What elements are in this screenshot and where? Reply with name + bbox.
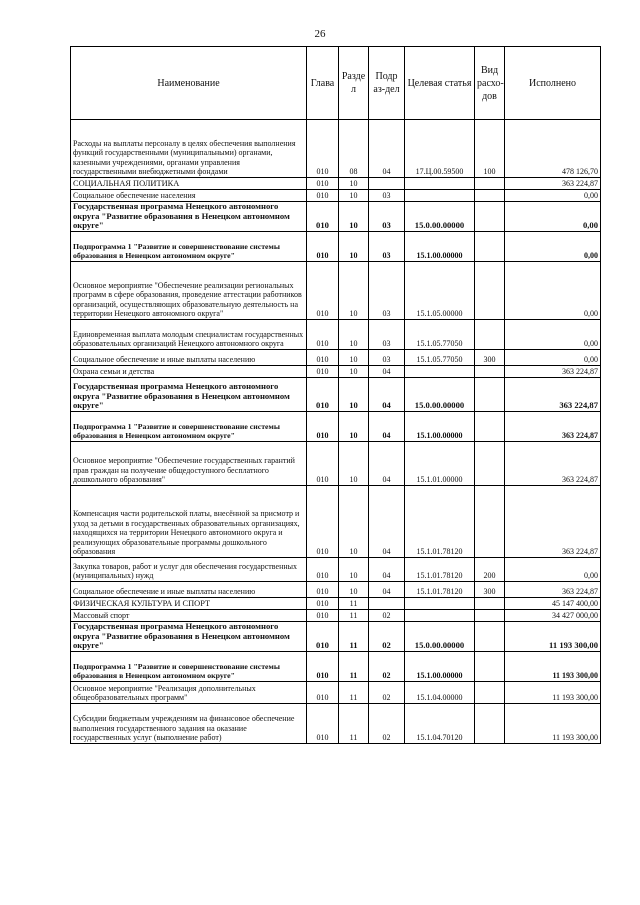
row-glava: 010 bbox=[307, 412, 339, 442]
table-row bbox=[71, 232, 601, 262]
row-value: 0,00 bbox=[505, 350, 601, 366]
table-row bbox=[71, 412, 601, 442]
row-podrazdel: 04 bbox=[369, 120, 405, 178]
row-value: 363 224,87 bbox=[505, 442, 601, 486]
row-podrazdel: 03 bbox=[369, 350, 405, 366]
row-razdel: 10 bbox=[339, 178, 369, 190]
row-vid bbox=[475, 598, 505, 610]
row-name: Подпрограмма 1 "Развитие и совершенствование системы образования в Ненецком автономном округе" bbox=[71, 652, 307, 682]
row-podrazdel bbox=[369, 178, 405, 190]
row-statya: 15.0.00.00000 bbox=[405, 202, 475, 232]
row-name: Массовый спорт bbox=[71, 610, 307, 622]
row-glava: 010 bbox=[307, 558, 339, 582]
row-podrazdel: 03 bbox=[369, 232, 405, 262]
row-name: Субсидии бюджетным учреждениям на финансовое обеспечение выполнения государственного задания на оказание государственных услуг (выполнение работ) bbox=[71, 704, 307, 744]
row-statya bbox=[405, 610, 475, 622]
row-value: 363 224,87 bbox=[505, 412, 601, 442]
row-glava: 010 bbox=[307, 202, 339, 232]
row-glava: 010 bbox=[307, 486, 339, 558]
row-podrazdel: 04 bbox=[369, 442, 405, 486]
row-glava: 010 bbox=[307, 704, 339, 744]
row-value: 0,00 bbox=[505, 558, 601, 582]
row-vid bbox=[475, 682, 505, 704]
row-razdel: 10 bbox=[339, 232, 369, 262]
row-vid bbox=[475, 262, 505, 320]
row-value: 11 193 300,00 bbox=[505, 682, 601, 704]
row-value: 0,00 bbox=[505, 262, 601, 320]
row-podrazdel: 02 bbox=[369, 610, 405, 622]
row-razdel: 10 bbox=[339, 486, 369, 558]
row-vid: 300 bbox=[475, 582, 505, 598]
table-body bbox=[71, 120, 601, 744]
row-statya: 15.1.00.00000 bbox=[405, 412, 475, 442]
header-ispolneno: Исполнено bbox=[505, 47, 601, 120]
row-podrazdel bbox=[369, 598, 405, 610]
row-vid bbox=[475, 622, 505, 652]
row-statya: 15.1.05.77050 bbox=[405, 350, 475, 366]
table-row bbox=[71, 558, 601, 582]
table-row bbox=[71, 598, 601, 610]
row-name: Расходы на выплаты персоналу в целях обеспечения выполнения функций государственными (муниципальными) органами, казенными учреждениями, органами управления государственными внебюджетными фондами bbox=[71, 120, 307, 178]
header-name: Наименование bbox=[71, 47, 307, 120]
row-razdel: 10 bbox=[339, 320, 369, 350]
row-vid bbox=[475, 610, 505, 622]
row-name: Основное мероприятие "Обеспечение реализации региональных программ в сфере образования, проведение аттестации работников организаций, осуществляющих образовательную деятельность на территории Ненецкого автономного округа" bbox=[71, 262, 307, 320]
row-podrazdel: 02 bbox=[369, 704, 405, 744]
row-podrazdel: 04 bbox=[369, 582, 405, 598]
header-vid: Вид расхо-дов bbox=[475, 47, 505, 120]
row-statya: 15.1.04.00000 bbox=[405, 682, 475, 704]
row-vid bbox=[475, 178, 505, 190]
row-name: Подпрограмма 1 "Развитие и совершенствование системы образования в Ненецком автономном округе" bbox=[71, 232, 307, 262]
row-glava: 010 bbox=[307, 622, 339, 652]
row-value: 478 126,70 bbox=[505, 120, 601, 178]
table-row bbox=[71, 682, 601, 704]
row-glava: 010 bbox=[307, 232, 339, 262]
row-glava: 010 bbox=[307, 350, 339, 366]
row-statya: 15.1.00.00000 bbox=[405, 232, 475, 262]
row-razdel: 10 bbox=[339, 262, 369, 320]
row-glava: 010 bbox=[307, 610, 339, 622]
row-name: Социальное обеспечение и иные выплаты населению bbox=[71, 350, 307, 366]
row-glava: 010 bbox=[307, 598, 339, 610]
row-podrazdel: 04 bbox=[369, 378, 405, 412]
table-row bbox=[71, 652, 601, 682]
row-podrazdel: 03 bbox=[369, 320, 405, 350]
row-podrazdel: 03 bbox=[369, 190, 405, 202]
budget-table bbox=[70, 46, 601, 744]
header-glava: Глава bbox=[307, 47, 339, 120]
row-vid bbox=[475, 190, 505, 202]
row-podrazdel: 04 bbox=[369, 558, 405, 582]
row-name: Закупка товаров, работ и услуг для обеспечения государственных (муниципальных) нужд bbox=[71, 558, 307, 582]
row-glava: 010 bbox=[307, 320, 339, 350]
row-statya: 15.1.05.77050 bbox=[405, 320, 475, 350]
row-razdel: 10 bbox=[339, 190, 369, 202]
row-value: 11 193 300,00 bbox=[505, 652, 601, 682]
table-row bbox=[71, 120, 601, 178]
row-vid: 100 bbox=[475, 120, 505, 178]
row-razdel: 11 bbox=[339, 598, 369, 610]
row-vid: 300 bbox=[475, 350, 505, 366]
row-razdel: 10 bbox=[339, 350, 369, 366]
row-value: 0,00 bbox=[505, 190, 601, 202]
table-row bbox=[71, 202, 601, 232]
row-name: Социальное обеспечение и иные выплаты населению bbox=[71, 582, 307, 598]
row-glava: 010 bbox=[307, 178, 339, 190]
table-row bbox=[71, 378, 601, 412]
row-name: Государственная программа Ненецкого автономного округа "Развитие образования в Ненецком автономном округе" bbox=[71, 378, 307, 412]
row-podrazdel: 03 bbox=[369, 202, 405, 232]
table-row bbox=[71, 582, 601, 598]
row-statya: 15.0.00.00000 bbox=[405, 378, 475, 412]
table-row bbox=[71, 178, 601, 190]
row-razdel: 11 bbox=[339, 610, 369, 622]
row-razdel: 10 bbox=[339, 442, 369, 486]
row-razdel: 11 bbox=[339, 652, 369, 682]
row-razdel: 11 bbox=[339, 682, 369, 704]
table-row bbox=[71, 486, 601, 558]
row-vid bbox=[475, 412, 505, 442]
row-glava: 010 bbox=[307, 652, 339, 682]
row-name: Государственная программа Ненецкого автономного округа "Развитие образования в Ненецком автономном округе" bbox=[71, 622, 307, 652]
row-vid bbox=[475, 442, 505, 486]
row-glava: 010 bbox=[307, 366, 339, 378]
row-razdel: 11 bbox=[339, 704, 369, 744]
row-glava: 010 bbox=[307, 190, 339, 202]
row-statya: 15.1.05.00000 bbox=[405, 262, 475, 320]
row-razdel: 10 bbox=[339, 582, 369, 598]
table-row bbox=[71, 350, 601, 366]
row-value: 11 193 300,00 bbox=[505, 704, 601, 744]
row-razdel: 10 bbox=[339, 366, 369, 378]
row-razdel: 10 bbox=[339, 558, 369, 582]
row-value: 363 224,87 bbox=[505, 582, 601, 598]
row-vid bbox=[475, 378, 505, 412]
row-value: 34 427 000,00 bbox=[505, 610, 601, 622]
row-vid bbox=[475, 704, 505, 744]
row-name: Компенсация части родительской платы, внесённой за присмотр и уход за детьми в государственных образовательных организациях, находящихся на территории Ненецкого автономного округа и реализующих образовательные программы дошкольного образования bbox=[71, 486, 307, 558]
row-name: СОЦИАЛЬНАЯ ПОЛИТИКА bbox=[71, 178, 307, 190]
row-vid: 200 bbox=[475, 558, 505, 582]
row-glava: 010 bbox=[307, 682, 339, 704]
row-statya: 15.1.01.78120 bbox=[405, 486, 475, 558]
row-statya bbox=[405, 366, 475, 378]
row-statya: 15.1.01.78120 bbox=[405, 558, 475, 582]
row-razdel: 10 bbox=[339, 412, 369, 442]
table-row bbox=[71, 610, 601, 622]
table-row bbox=[71, 704, 601, 744]
row-value: 0,00 bbox=[505, 232, 601, 262]
row-name: Социальное обеспечение населения bbox=[71, 190, 307, 202]
row-statya: 15.1.04.70120 bbox=[405, 704, 475, 744]
page-number: 26 bbox=[314, 28, 326, 40]
row-glava: 010 bbox=[307, 120, 339, 178]
row-podrazdel: 04 bbox=[369, 366, 405, 378]
table-row bbox=[71, 366, 601, 378]
row-name: Государственная программа Ненецкого автономного округа "Развитие образования в Ненецком автономном округе" bbox=[71, 202, 307, 232]
row-vid bbox=[475, 652, 505, 682]
row-vid bbox=[475, 232, 505, 262]
table-row bbox=[71, 622, 601, 652]
row-glava: 010 bbox=[307, 262, 339, 320]
row-name: Единовременная выплата молодым специалистам государственных образовательных организаций Ненецкого автономного округа bbox=[71, 320, 307, 350]
row-vid bbox=[475, 202, 505, 232]
row-glava: 010 bbox=[307, 582, 339, 598]
row-statya: 15.1.00.00000 bbox=[405, 652, 475, 682]
row-statya bbox=[405, 178, 475, 190]
row-statya bbox=[405, 598, 475, 610]
row-name: Подпрограмма 1 "Развитие и совершенствование системы образования в Ненецком автономном округе" bbox=[71, 412, 307, 442]
row-podrazdel: 03 bbox=[369, 262, 405, 320]
row-razdel: 10 bbox=[339, 202, 369, 232]
row-value: 363 224,87 bbox=[505, 178, 601, 190]
row-vid bbox=[475, 366, 505, 378]
table-row bbox=[71, 320, 601, 350]
row-statya bbox=[405, 190, 475, 202]
header-razdel: Разде л bbox=[339, 47, 369, 120]
row-value: 0,00 bbox=[505, 320, 601, 350]
row-vid bbox=[475, 320, 505, 350]
row-statya: 17.Ц.00.59500 bbox=[405, 120, 475, 178]
table-row bbox=[71, 190, 601, 202]
header-podrazdel: Подр аз-дел bbox=[369, 47, 405, 120]
row-podrazdel: 02 bbox=[369, 652, 405, 682]
table-row bbox=[71, 262, 601, 320]
row-vid bbox=[475, 486, 505, 558]
row-glava: 010 bbox=[307, 378, 339, 412]
row-razdel: 08 bbox=[339, 120, 369, 178]
row-podrazdel: 04 bbox=[369, 412, 405, 442]
table-header-row bbox=[71, 47, 601, 120]
row-value: 45 147 400,00 bbox=[505, 598, 601, 610]
row-razdel: 11 bbox=[339, 622, 369, 652]
row-statya: 15.0.00.00000 bbox=[405, 622, 475, 652]
row-value: 0,00 bbox=[505, 202, 601, 232]
header-statya: Целевая статья bbox=[405, 47, 475, 120]
row-value: 363 224,87 bbox=[505, 486, 601, 558]
row-podrazdel: 04 bbox=[369, 486, 405, 558]
row-name: Охрана семьи и детства bbox=[71, 366, 307, 378]
row-name: ФИЗИЧЕСКАЯ КУЛЬТУРА И СПОРТ bbox=[71, 598, 307, 610]
row-razdel: 10 bbox=[339, 378, 369, 412]
table-row bbox=[71, 442, 601, 486]
row-value: 11 193 300,00 bbox=[505, 622, 601, 652]
row-statya: 15.1.01.00000 bbox=[405, 442, 475, 486]
row-value: 363 224,87 bbox=[505, 378, 601, 412]
row-podrazdel: 02 bbox=[369, 682, 405, 704]
row-name: Основное мероприятие "Обеспечение государственных гарантий прав граждан на получение общедоступного бесплатного дошкольного образования" bbox=[71, 442, 307, 486]
row-glava: 010 bbox=[307, 442, 339, 486]
row-name: Основное мероприятие "Реализация дополнительных общеобразовательных программ" bbox=[71, 682, 307, 704]
row-value: 363 224,87 bbox=[505, 366, 601, 378]
row-statya: 15.1.01.78120 bbox=[405, 582, 475, 598]
row-podrazdel: 02 bbox=[369, 622, 405, 652]
